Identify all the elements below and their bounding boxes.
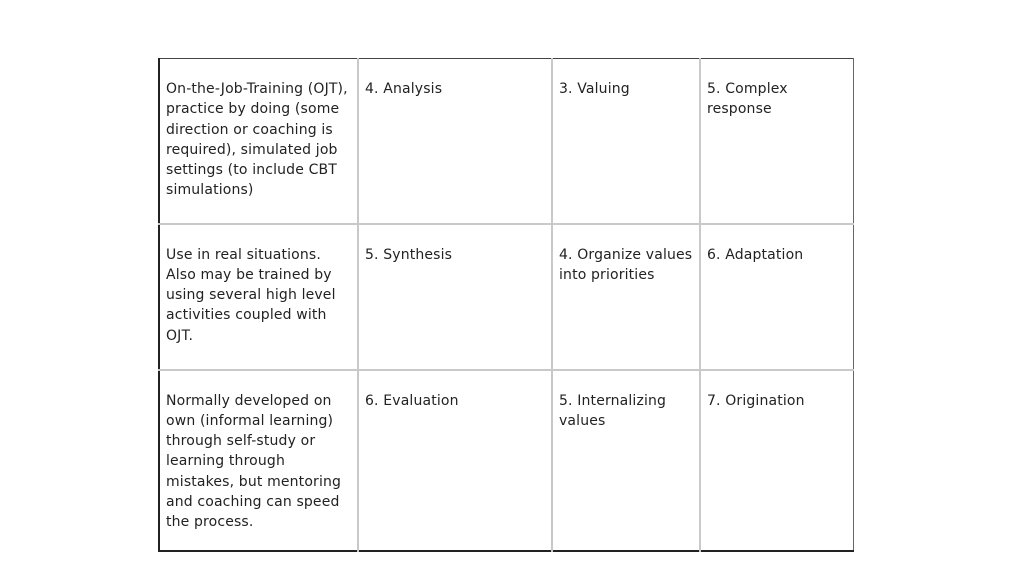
affective-level-cell: 4. Organize values into priorities xyxy=(552,224,700,370)
psychomotor-level-cell: 7. Origination xyxy=(700,370,853,551)
learning-levels-table xyxy=(158,58,854,552)
cognitive-level-cell: 4. Analysis xyxy=(358,59,552,224)
table-row xyxy=(159,370,853,551)
psychomotor-level-cell: 5. Complex response xyxy=(700,59,853,224)
affective-level-cell: 5. Internalizing values xyxy=(552,370,700,551)
training-method-cell: Normally developed on own (informal learning) through self-study or learning through mistakes, but mentoring and coaching can speed the process. xyxy=(159,370,358,551)
psychomotor-level-cell: 6. Adaptation xyxy=(700,224,853,370)
cognitive-level-cell: 6. Evaluation xyxy=(358,370,552,551)
affective-level-cell: 3. Valuing xyxy=(552,59,700,224)
training-method-cell: On-the-Job-Training (OJT), practice by doing (some direction or coaching is required), simulated job settings (to include CBT simulations) xyxy=(159,59,358,224)
table-row xyxy=(159,59,853,224)
table-row xyxy=(159,224,853,370)
cognitive-level-cell: 5. Synthesis xyxy=(358,224,552,370)
training-method-cell: Use in real situations. Also may be trained by using several high level activities coupled with OJT. xyxy=(159,224,358,370)
